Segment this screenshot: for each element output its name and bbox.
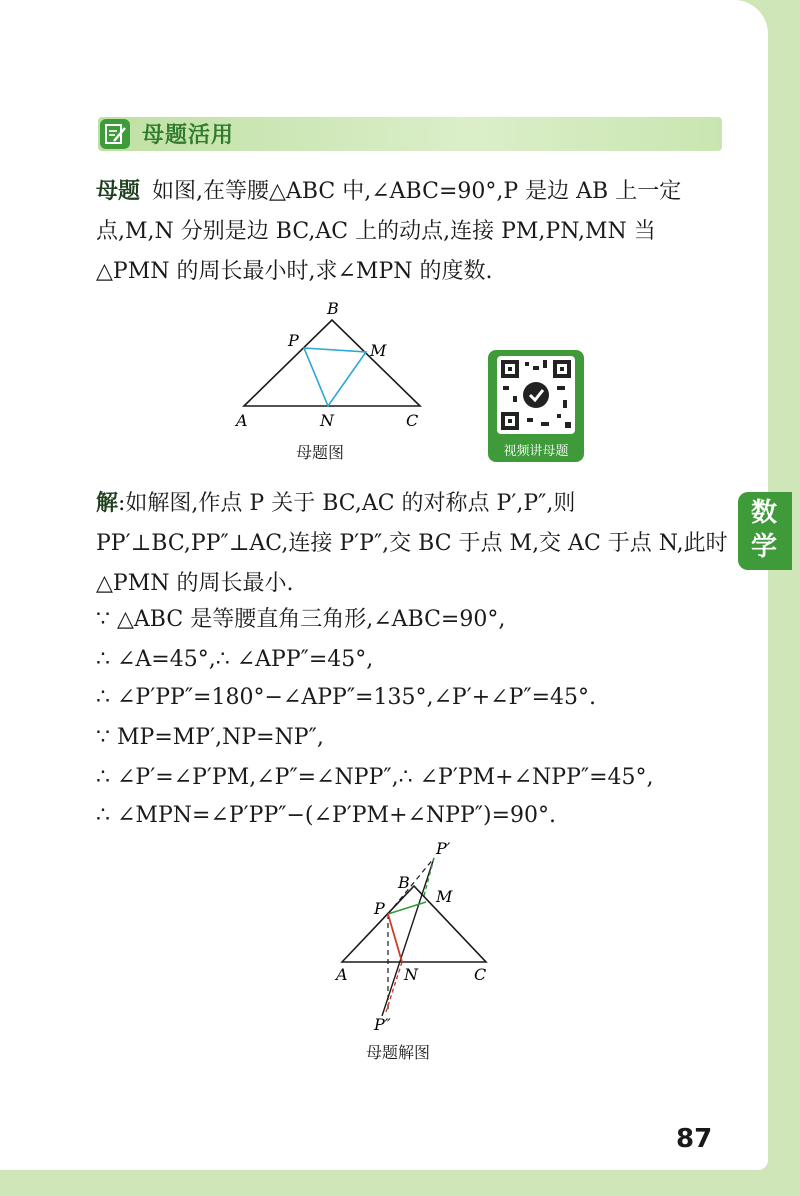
solution-step: ∵ MP=MP′,NP=NP″, — [96, 725, 324, 750]
solution-step: ∴ ∠P′PP″=180°−∠APP″=135°,∠P′+∠P″=45°. — [96, 685, 597, 710]
fig2-label-A: A — [336, 965, 348, 984]
qr-label[interactable]: 视频讲母题 — [503, 444, 569, 459]
figure-2-triangle — [330, 836, 500, 1036]
pencil-note-icon — [100, 119, 130, 149]
problem-text: 如图,在等腰△ABC 中,∠ABC=90°,P 是边 AB 上一定点,M,N 分别是边 BC,AC 上的动点,连接 PM,PN,MN 当△PMN 的周长最小时,求∠MPN 的度数. — [96, 179, 682, 284]
fig1-label-P: P — [288, 331, 299, 350]
solution-step: ∵ △ABC 是等腰直角三角形,∠ABC=90°, — [96, 607, 506, 632]
solution-step: ∴ ∠A=45°,∴ ∠APP″=45°, — [96, 647, 374, 672]
figure-1-caption: 母题图 — [296, 443, 345, 462]
fig2-red-pn — [388, 914, 402, 962]
problem-label: 母题 — [96, 179, 141, 204]
solution-label: 解 — [96, 491, 119, 516]
fig1-label-C: C — [406, 411, 419, 430]
solution-step: ∴ ∠MPN=∠P′PP″−(∠P′PM+∠NPP″)=90°. — [96, 803, 557, 828]
fig2-label-P2: P″ — [374, 1015, 391, 1034]
page-bottom-band — [0, 1170, 800, 1196]
solution-step: ∴ ∠P′=∠P′PM,∠P″=∠NPP″,∴ ∠P′PM+∠NPP″=45°, — [96, 765, 654, 790]
solution-intro — [96, 484, 728, 604]
fig2-label-B: B — [398, 873, 410, 892]
fig2-label-C: C — [474, 965, 487, 984]
figure-2-caption: 母题解图 — [366, 1043, 431, 1062]
fig1-label-B: B — [327, 299, 339, 318]
fig2-label-P1: P′ — [436, 839, 451, 858]
fig1-triangle-pmn — [304, 348, 366, 406]
page-edge-strip — [768, 40, 800, 1170]
qr-code[interactable] — [497, 356, 575, 434]
problem-paragraph — [96, 172, 728, 292]
fig1-label-M: M — [370, 341, 387, 360]
fig2-triangle-abc — [342, 886, 486, 962]
fig1-label-N: N — [320, 411, 334, 430]
fig1-triangle-abc — [244, 320, 420, 406]
subject-tab-label: 数学 — [750, 498, 777, 562]
fig2-label-P: P — [374, 899, 385, 918]
solution-intro-text: :如解图,作点 P 关于 BC,AC 的对称点 P′,P″,则 PP′⊥BC,PP″⊥AC,连接 P′P″,交 BC 于点 M,交 AC 于点 N,此时△PMN 的周长最小. — [96, 491, 728, 596]
fig2-label-M: M — [436, 887, 453, 906]
page-number: 87 — [676, 1124, 713, 1154]
section-title: 母题活用 — [142, 123, 235, 148]
checkmark-icon — [523, 382, 549, 408]
fig1-label-A: A — [236, 411, 248, 430]
figure-1-triangle — [230, 298, 440, 438]
fig2-label-N: N — [404, 965, 418, 984]
